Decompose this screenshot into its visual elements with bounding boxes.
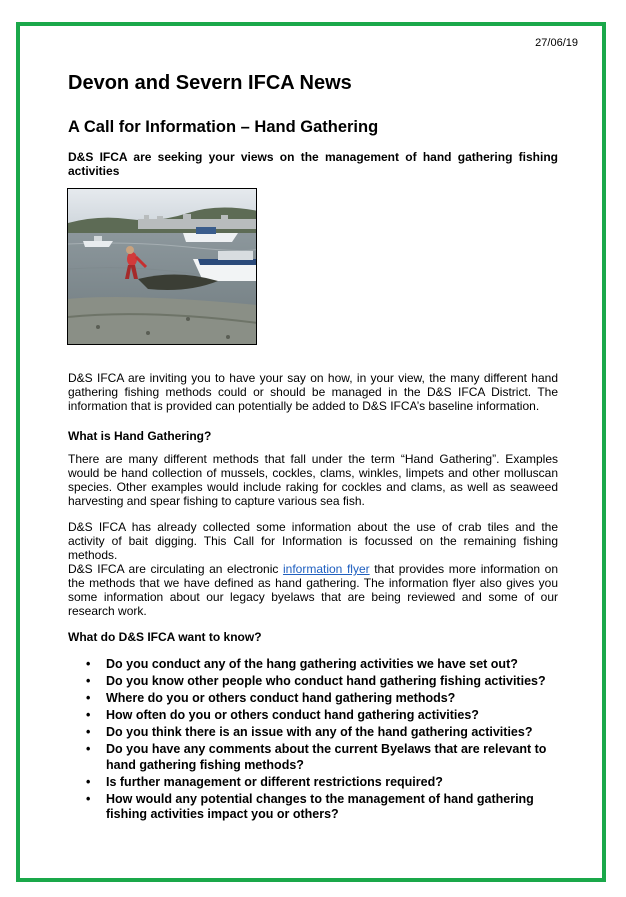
list-item [68, 725, 568, 741]
list-item [68, 792, 568, 823]
date: 27/06/19 [535, 37, 578, 49]
list-item [68, 674, 568, 690]
want-to-know-heading: What do D&S IFCA want to know? [68, 630, 262, 644]
question-text: Where do you or others conduct hand gathering methods? [106, 691, 456, 705]
information-flyer-link[interactable]: information flyer [282, 562, 370, 576]
flyer-paragraph [68, 562, 558, 618]
question-text: Is further management or different restrictions required? [106, 774, 443, 789]
question-text: Do you think there is an issue with any of the hand gathering activities? [106, 725, 533, 739]
list-item [68, 742, 568, 773]
flyer-text-end: that provides more information on the methods that we have defined as hand gathering. The information flyer also gives you some information about our legacy byelaws that are being reviewed and some of our research work. [68, 562, 558, 618]
list-item [68, 708, 568, 724]
article-title: A Call for Information – Hand Gathering [68, 118, 379, 136]
bullet-icon: • [86, 774, 91, 789]
newsletter-title: Devon and Severn IFCA News [68, 72, 352, 94]
bullet-icon: • [86, 657, 91, 671]
list-item [68, 657, 568, 673]
flyer-text-start: D&S IFCA are circulating an electronic [68, 562, 283, 576]
bullet-icon: • [86, 691, 91, 705]
bullet-icon: • [86, 725, 91, 739]
bullet-icon: • [86, 791, 91, 806]
intro-paragraph: D&S IFCA are inviting you to have your say on how, in your view, the many different hand gathering fishing methods could or should be managed in the D&S IFCA District. The information that is provided can potentially be added to D&S IFCA’s baseline information. [68, 371, 558, 413]
what-is-paragraph: There are many different methods that fall under the term “Hand Gathering”. Examples would be hand collection of mussels, cockles, clams, winkles, limpets and other molluscan species. Other examples would include raking for cockles and clams, as well as seaweed harvesting and spear fishing to capture various sea fish. [68, 452, 558, 508]
bullet-icon: • [86, 742, 91, 756]
list-item [68, 691, 568, 707]
what-is-heading: What is Hand Gathering? [68, 429, 212, 443]
bullet-icon: • [86, 708, 91, 722]
question-text: Do you have any comments about the current Byelaws that are relevant to hand gathering fishing methods? [106, 742, 547, 772]
lead-text: D&S IFCA are seeking your views on the management of hand gathering fishing activities [68, 150, 558, 178]
question-text: Do you conduct any of the hang gathering activities we have set out? [106, 657, 518, 671]
question-list [68, 657, 568, 824]
list-item [68, 775, 568, 791]
question-text: Do you know other people who conduct hand gathering fishing activities? [106, 674, 546, 688]
question-text: How often do you or others conduct hand gathering activities? [106, 708, 479, 722]
bullet-icon: • [86, 674, 91, 688]
collected-paragraph: D&S IFCA has already collected some information about the use of crab tiles and the activity of bait digging. This Call for Information is focussed on the remaining fishing methods. [68, 520, 558, 562]
question-text: How would any potential changes to the management of hand gathering fishing activities impact you or others? [106, 791, 534, 821]
hand-gathering-photo [67, 188, 257, 345]
